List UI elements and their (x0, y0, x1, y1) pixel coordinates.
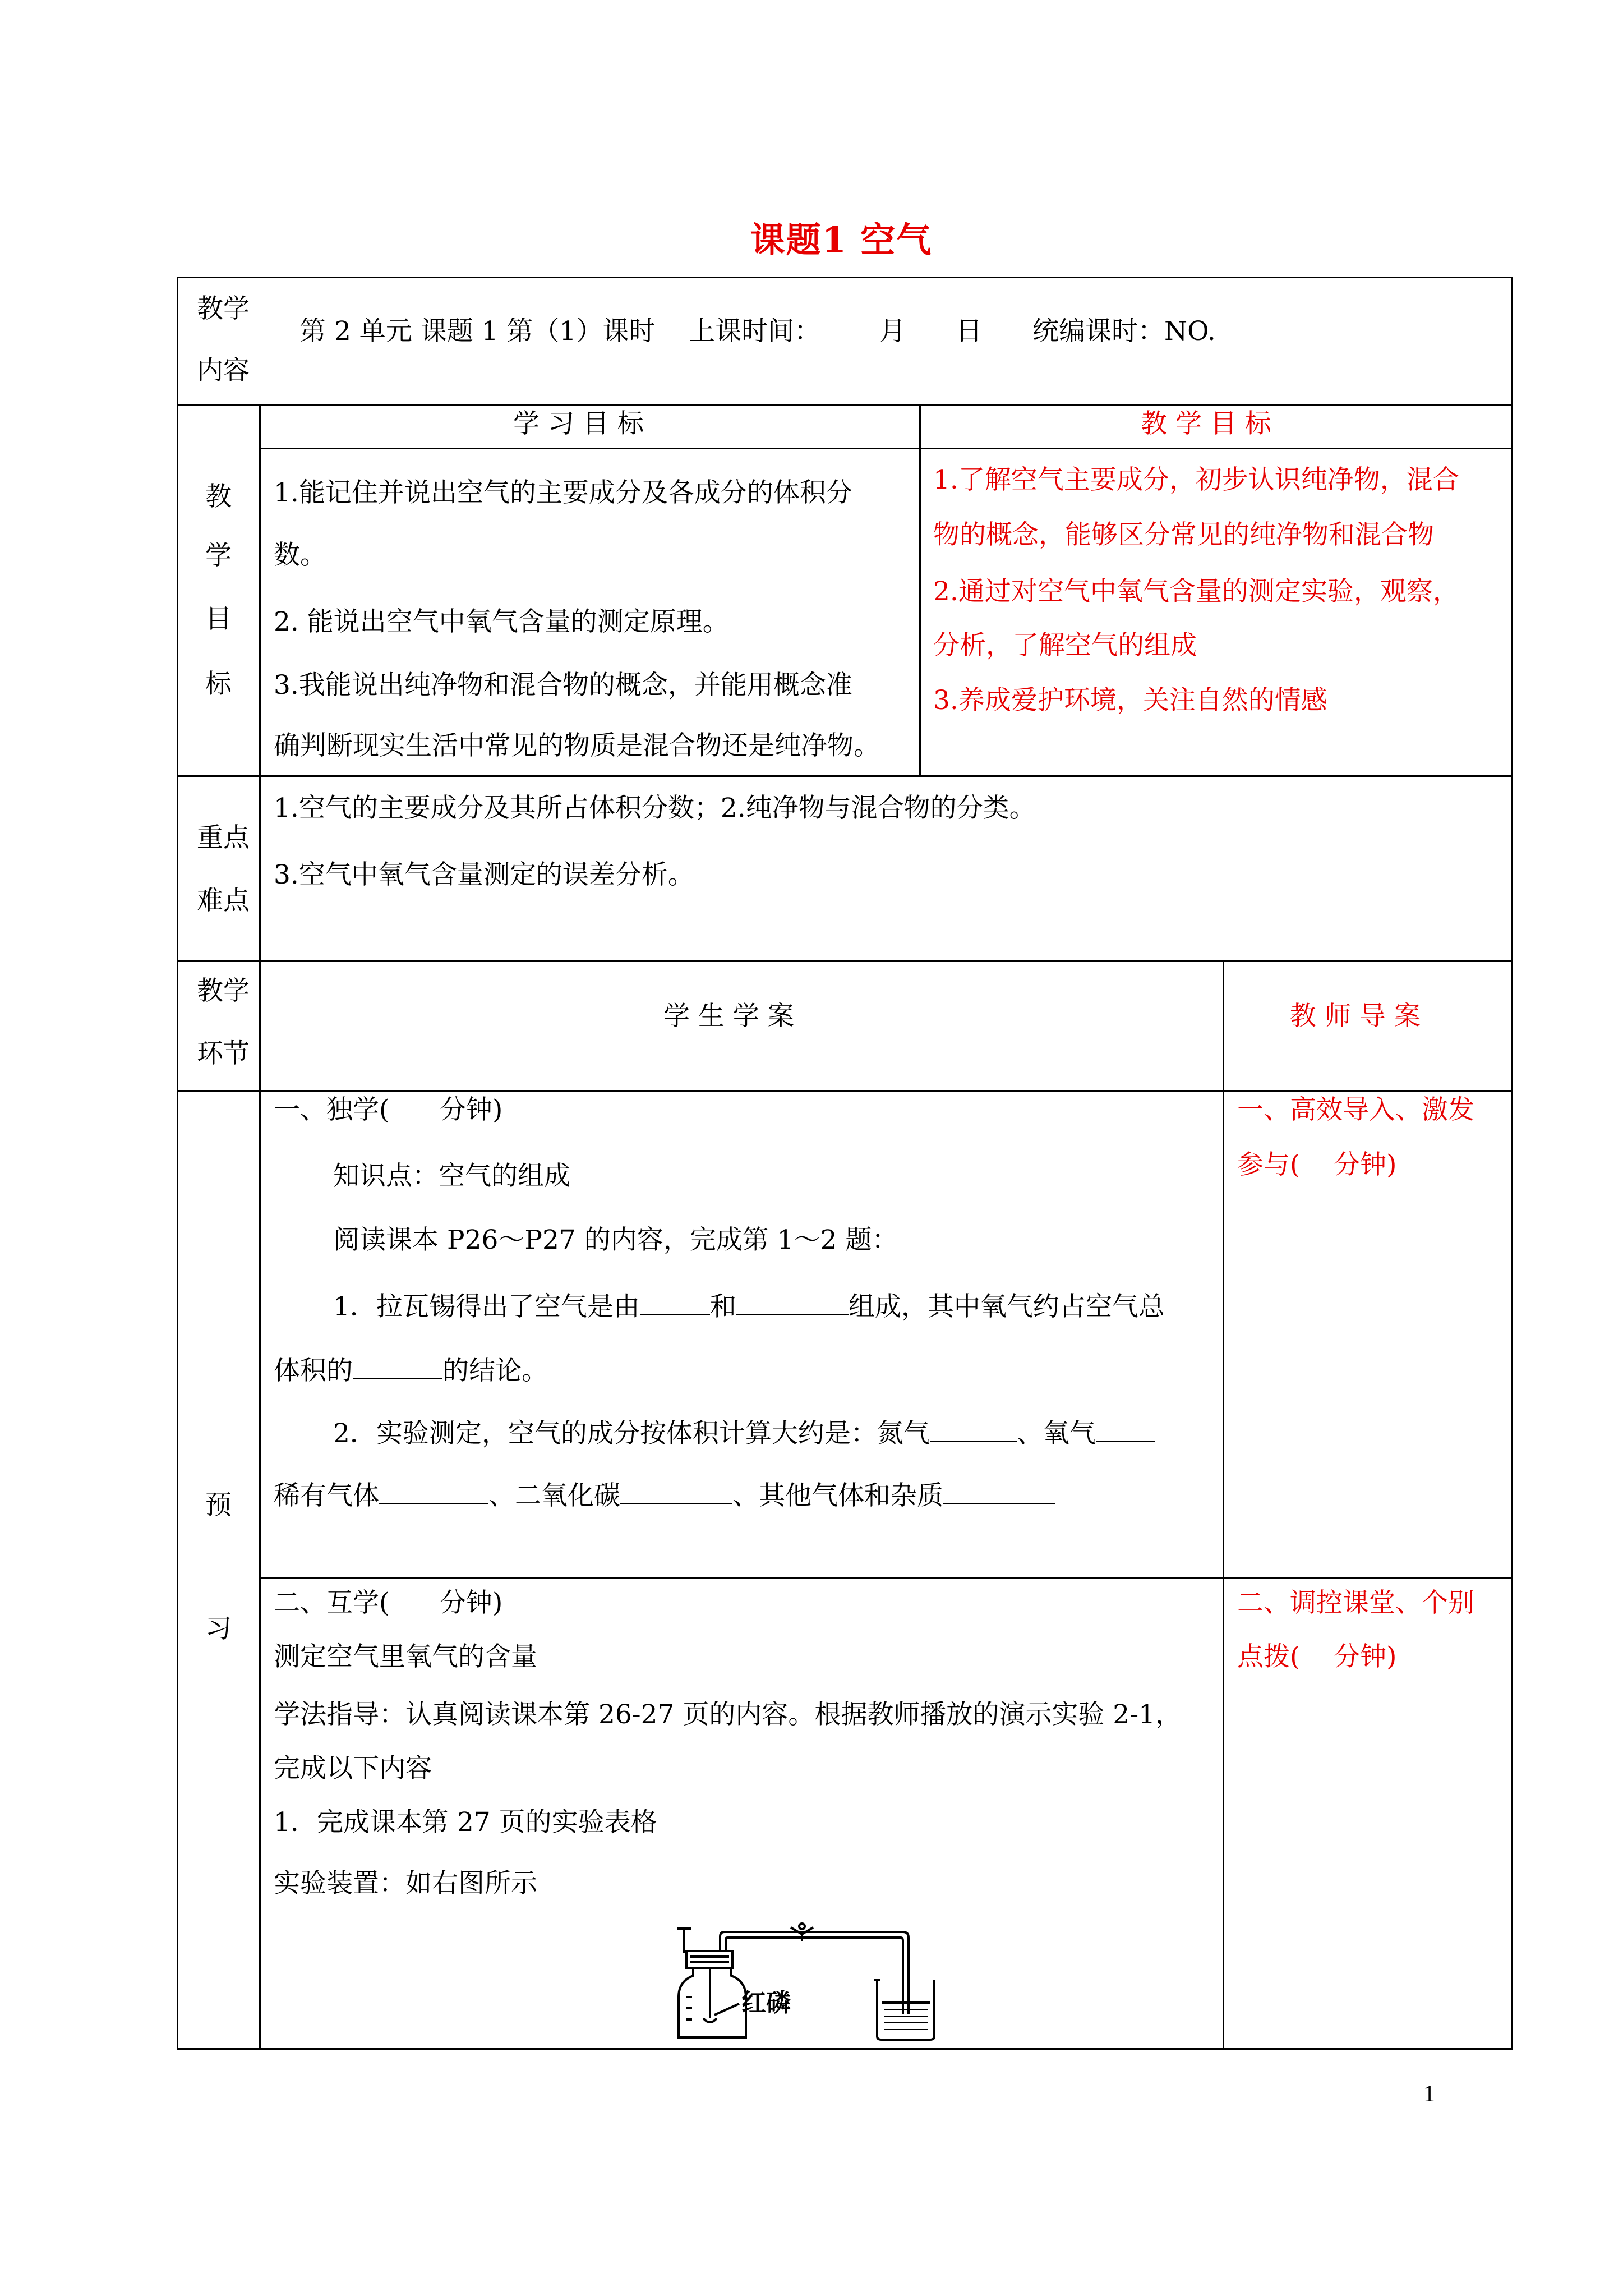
question-text: 1．拉瓦锡得出了空气是由 (333, 1291, 640, 1322)
answer-blank[interactable] (620, 1478, 732, 1504)
question-text: 2．实验测定，空气的成分按体积计算大约是：氮气 (333, 1418, 930, 1449)
lesson-info: 第 2 单元 课题 1 第（1）课时 上课时间： 月 日 统编课时：NO. (299, 316, 1216, 347)
key-points-line: 3.空气中氧气含量测定的误差分析。 (274, 859, 694, 890)
task-1: 1．完成课本第 27 页的实验表格 (274, 1807, 657, 1838)
question-text: 的结论。 (442, 1355, 548, 1386)
row5-label-2: 习 (205, 1613, 232, 1644)
reading-instruction: 阅读课本 P26～P27 的内容，完成第 1～2 题： (333, 1225, 898, 1255)
key-points-line: 1.空气的主要成分及其所占体积分数；2.纯净物与混合物的分类。 (274, 793, 1036, 823)
row1-label-line1: 教学 (197, 293, 250, 324)
answer-blank[interactable] (379, 1478, 488, 1504)
row2-label-2: 学 (205, 540, 232, 571)
teacher-plan-header: 教 师 导 案 (1290, 1001, 1421, 1032)
teaching-goal-line: 分析，了解空气的组成 (933, 630, 1197, 661)
answer-blank[interactable] (640, 1289, 710, 1315)
study-guidance-cont: 完成以下内容 (274, 1753, 432, 1784)
teacher-step-2-line-2: 点拨( 分钟) (1237, 1641, 1397, 1672)
row5-label-1: 预 (205, 1490, 232, 1521)
learning-goals-header: 学 习 目 标 (513, 408, 644, 439)
question-text: 和 (709, 1291, 736, 1322)
page-title: 课题1 空气 (750, 219, 933, 260)
experiment-apparatus-diagram (662, 1918, 942, 2047)
question-1-line-2 (274, 1353, 548, 1384)
question-text: 体积的 (274, 1355, 353, 1386)
row1-label-line2: 内容 (197, 355, 250, 386)
row3-label-line2: 难点 (197, 885, 250, 916)
peer-study-topic: 测定空气里氧气的含量 (274, 1641, 537, 1672)
row4-label-line2: 环节 (197, 1038, 250, 1069)
section-self-study-title: 一、独学( 分钟) (274, 1094, 503, 1125)
question-2-line-1 (333, 1416, 1155, 1447)
teacher-step-1-line-1: 一、高效导入、激发 (1237, 1094, 1474, 1125)
learning-goal-line: 2. 能说出空气中氧气含量的测定原理。 (274, 606, 729, 637)
teaching-goal-line: 3.养成爱护环境，关注自然的情感 (933, 685, 1327, 716)
question-text: 稀有气体 (274, 1480, 379, 1511)
question-text: 、二氧化碳 (488, 1480, 620, 1511)
row2-label-4: 标 (205, 669, 232, 700)
learning-goal-line: 1.能记住并说出空气的主要成分及各成分的体积分 (274, 477, 852, 508)
teacher-step-2-line-1: 二、调控课堂、个别 (1237, 1588, 1474, 1618)
answer-blank[interactable] (943, 1478, 1055, 1504)
section-peer-study-title: 二、互学( 分钟) (274, 1588, 503, 1618)
red-phosphorus-label: 红磷 (741, 1989, 791, 2017)
page-number: 1 (1423, 2081, 1435, 2107)
question-text: 、其他气体和杂质 (732, 1480, 943, 1511)
apparatus-caption: 实验装置：如右图所示 (274, 1868, 537, 1899)
study-guidance: 学法指导：认真阅读课本第 26-27 页的内容。根据教师播放的演示实验 2-1， (274, 1699, 1182, 1730)
teaching-goals-header: 教 学 目 标 (1141, 408, 1271, 439)
row2-label-3: 目 (205, 604, 232, 634)
answer-blank[interactable] (353, 1353, 442, 1379)
teacher-step-1-line-2: 参与( 分钟) (1237, 1149, 1397, 1180)
question-1-line-1 (333, 1289, 1165, 1320)
question-text: 组成，其中氧气约占空气总 (848, 1291, 1165, 1322)
question-2-line-2 (274, 1478, 1055, 1509)
answer-blank[interactable] (736, 1289, 849, 1315)
question-text: 、氧气 (1016, 1418, 1096, 1449)
answer-blank[interactable] (930, 1416, 1017, 1442)
answer-blank[interactable] (1096, 1416, 1155, 1442)
knowledge-point: 知识点：空气的组成 (333, 1161, 570, 1191)
teaching-goal-line: 物的概念，能够区分常见的纯净物和混合物 (933, 519, 1434, 550)
learning-goal-line: 3.我能说出纯净物和混合物的概念，并能用概念准 (274, 670, 852, 701)
teaching-goal-line: 2.通过对空气中氧气含量的测定实验，观察， (933, 576, 1459, 607)
row2-label-1: 教 (205, 481, 232, 512)
learning-goal-line: 确判断现实生活中常见的物质是混合物还是纯净物。 (274, 730, 880, 761)
row3-label-line1: 重点 (197, 822, 250, 853)
row4-label-line1: 教学 (197, 976, 250, 1006)
student-plan-header: 学 生 学 案 (663, 1001, 794, 1032)
learning-goal-line: 数。 (274, 540, 326, 570)
teaching-goal-line: 1.了解空气主要成分，初步认识纯净物，混合 (933, 464, 1459, 495)
